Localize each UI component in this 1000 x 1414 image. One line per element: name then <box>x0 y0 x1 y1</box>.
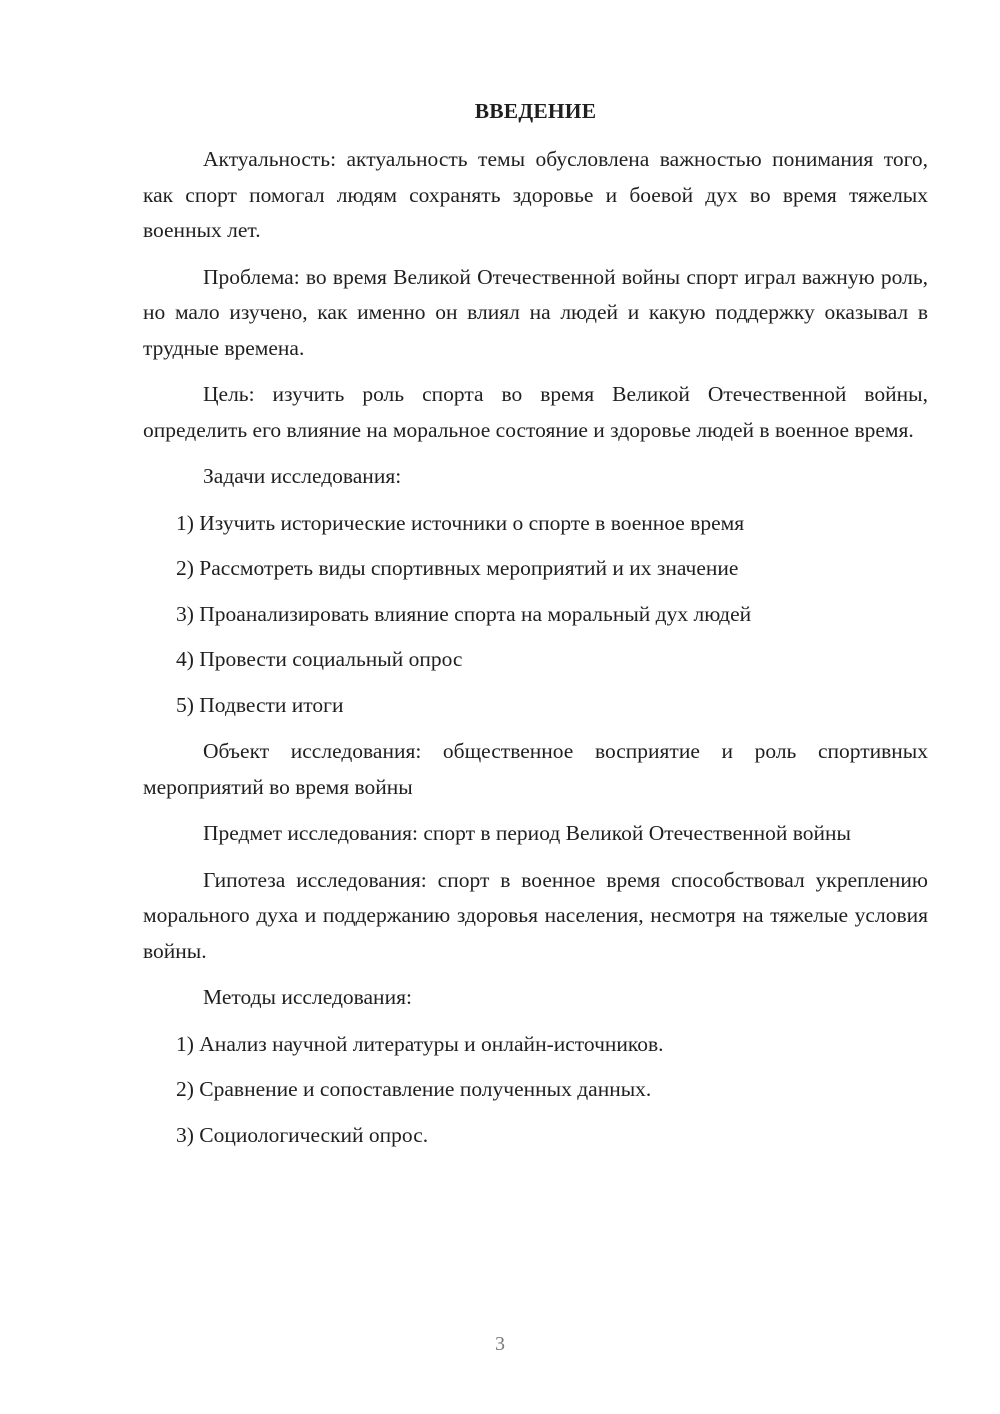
task-item: 1) Изучить исторические источники о спорте в военное время <box>176 510 745 535</box>
method-item: 3) Социологический опрос. <box>176 1122 429 1147</box>
goal-paragraph: Цель: изучить роль спорта во время Великой Отечественной войны, определить его влияние на моральное состояние и здоровье людей в военное время. <box>143 382 928 442</box>
task-item: 4) Провести социальный опрос <box>176 647 463 671</box>
method-item: 1) Анализ научной литературы и онлайн-источников. <box>176 1031 664 1056</box>
object-paragraph: Объект исследования: общественное восприятие и роль спортивных мероприятий во время войны <box>143 739 928 799</box>
tasks-list <box>143 506 928 724</box>
methods-list <box>143 1027 928 1154</box>
page-number: 3 <box>495 1333 505 1355</box>
methods-heading: Методы исследования: <box>203 985 412 1009</box>
method-item: 2) Сравнение и сопоставление полученных данных. <box>176 1077 652 1101</box>
task-item: 3) Проанализировать влияние спорта на моральный дух людей <box>176 601 752 626</box>
tasks-heading: Задачи исследования: <box>203 464 402 488</box>
problem-paragraph: Проблема: во время Великой Отечественной войны спорт играл важную роль, но мало изучено, как именно он влиял на людей и какую поддержку оказывал в трудные времена. <box>143 264 928 360</box>
hypothesis-paragraph: Гипотеза исследования: спорт в военное время способствовал укреплению морального духа и поддержанию здоровья населения, несмотря на тяжелые условия войны. <box>143 867 928 963</box>
document-page <box>143 95 928 1164</box>
task-item: 2) Рассмотреть виды спортивных мероприятий и их значение <box>176 556 739 580</box>
task-item: 5) Подвести итоги <box>176 692 344 717</box>
subject-paragraph: Предмет исследования: спорт в период Великой Отечественной войны <box>203 821 851 845</box>
section-title: ВВЕДЕНИЕ <box>474 99 597 123</box>
relevance-paragraph: Актуальность: актуальность темы обусловлена важностью понимания того, как спорт помогал людям сохранять здоровье и боевой дух во время тяжелых военных лет. <box>143 147 928 242</box>
